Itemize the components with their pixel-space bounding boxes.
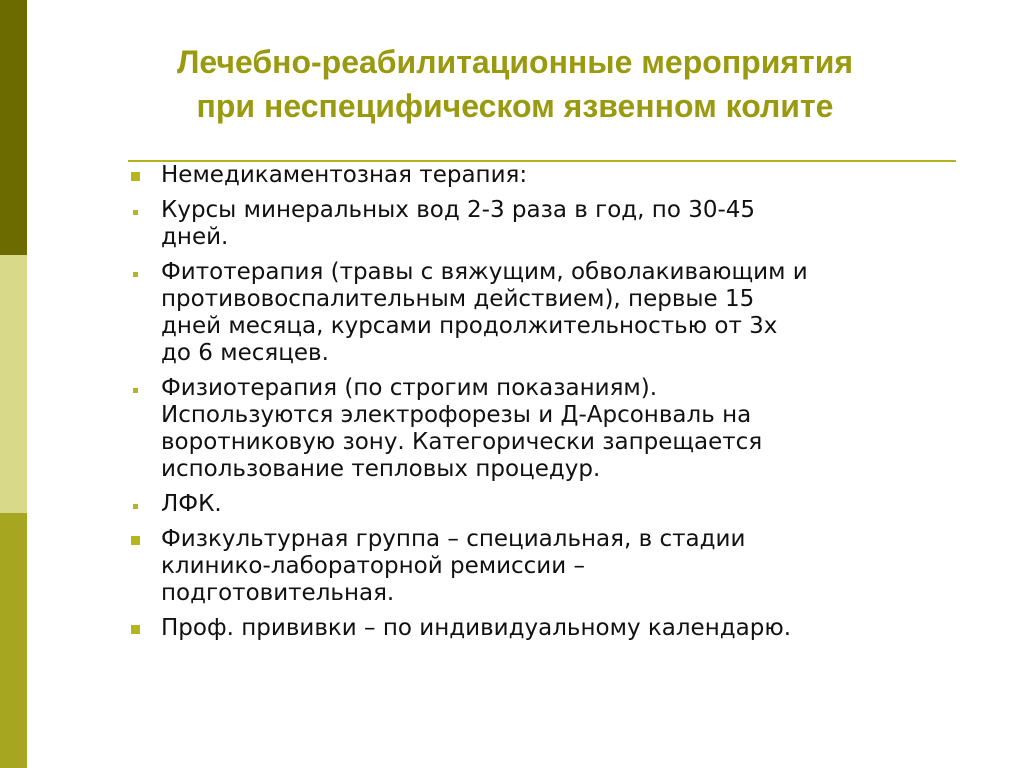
square-bullet-icon: [131, 625, 140, 634]
list-item: [128, 259, 968, 367]
square-bullet-icon: [131, 536, 140, 545]
list-item-text: Фитотерапия (травы с вяжущим, обволакивающим и противовоспалительным действием), первые 15 дней месяца, курсами продолжительностью от 3х до 6 месяцев.: [161, 259, 808, 366]
list-item: [128, 162, 968, 189]
list-item-text: Физиотерапия (по строгим показаниям). Используются электрофорезы и Д-Арсонваль на воротниковую зону. Категорически запрещается использование тепловых процедур.: [161, 375, 763, 482]
list-item: [128, 375, 968, 483]
side-bar-top: [0, 0, 27, 255]
slide-title: [60, 40, 970, 128]
square-bullet-icon: [133, 210, 138, 215]
square-bullet-icon: [133, 272, 138, 277]
bullet-list: [128, 162, 968, 650]
list-item-text: Немедикаментозная терапия:: [161, 162, 528, 188]
list-item-text: ЛФК.: [161, 491, 222, 517]
list-item: [128, 526, 968, 607]
side-bar-bottom: [0, 513, 27, 768]
list-item: [128, 491, 968, 518]
square-bullet-icon: [133, 504, 138, 509]
side-bar-middle: [0, 255, 27, 513]
list-item-text: Физкультурная группа – специальная, в стадии клинико-лабораторной ремиссии – подготовительная.: [161, 526, 746, 606]
list-item-text: Проф. прививки – по индивидуальному календарю.: [161, 615, 792, 641]
square-bullet-icon: [131, 172, 140, 181]
square-bullet-icon: [133, 388, 138, 393]
slide-title-line-1: Лечебно-реабилитационные мероприятия: [176, 44, 854, 80]
list-item: [128, 615, 968, 642]
list-item-text: Курсы минеральных вод 2-3 раза в год, по 30-45 дней.: [161, 197, 756, 250]
slide-title-line-2: при неспецифическом язвенном колите: [196, 88, 834, 124]
list-item: [128, 197, 968, 251]
